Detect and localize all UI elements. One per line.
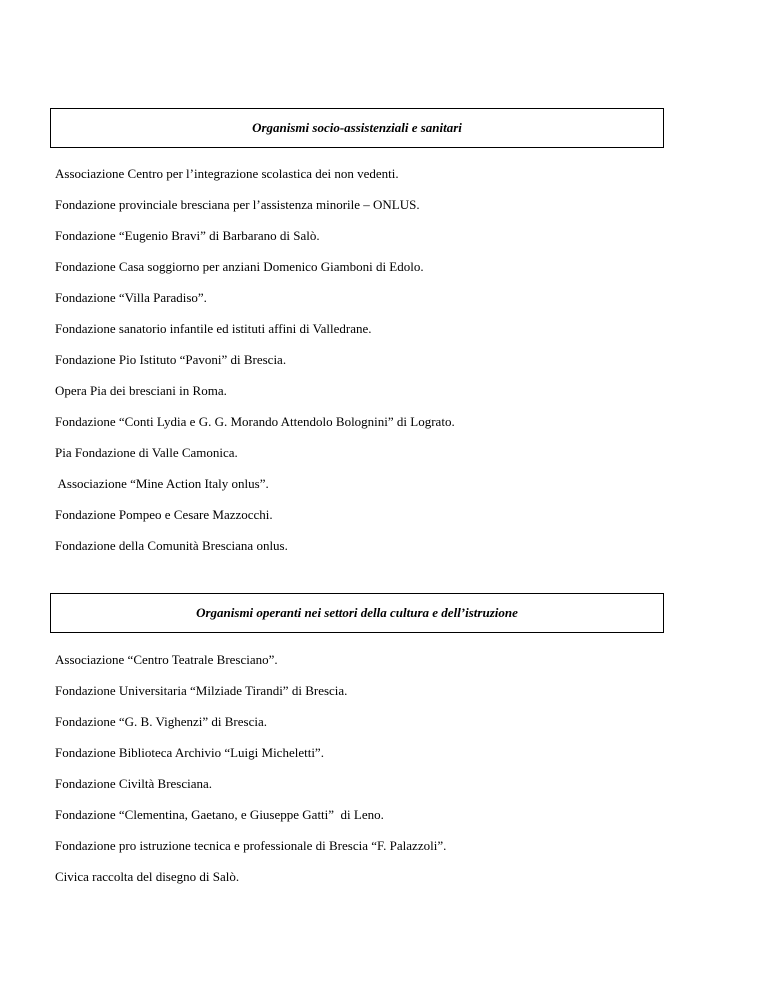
- list-item: Fondazione “G. B. Vighenzi” di Brescia.: [55, 714, 267, 729]
- section-heading: Organismi operanti nei settori della cultura e dell’istruzione: [196, 605, 518, 620]
- list-item: Associazione “Mine Action Italy onlus”.: [55, 476, 269, 491]
- list-item: Fondazione Casa soggiorno per anziani Domenico Giamboni di Edolo.: [55, 259, 424, 274]
- list-item: Fondazione sanatorio infantile ed istituti affini di Valledrane.: [55, 321, 372, 336]
- entry-list: [55, 166, 455, 569]
- list-item: Opera Pia dei bresciani in Roma.: [55, 383, 227, 398]
- list-item: Fondazione della Comunità Bresciana onlus.: [55, 538, 288, 553]
- section-heading-box: [50, 108, 664, 148]
- section-heading: Organismi socio-assistenziali e sanitari: [252, 120, 462, 135]
- list-item: Fondazione “Eugenio Bravi” di Barbarano di Salò.: [55, 228, 320, 243]
- list-item: Associazione Centro per l’integrazione scolastica dei non vedenti.: [55, 166, 399, 181]
- list-item: Fondazione “Clementina, Gaetano, e Giuseppe Gatti” di Leno.: [55, 807, 384, 822]
- list-item: Fondazione Biblioteca Archivio “Luigi Micheletti”.: [55, 745, 324, 760]
- list-item: Associazione “Centro Teatrale Bresciano”.: [55, 652, 278, 667]
- list-item: Fondazione pro istruzione tecnica e professionale di Brescia “F. Palazzoli”.: [55, 838, 447, 853]
- list-item: Civica raccolta del disegno di Salò.: [55, 869, 240, 884]
- list-item: Pia Fondazione di Valle Camonica.: [55, 445, 238, 460]
- list-item: Fondazione “Conti Lydia e G. G. Morando Attendolo Bolognini” di Lograto.: [55, 414, 455, 429]
- entry-list: [55, 652, 446, 900]
- section-heading-box: [50, 593, 664, 633]
- list-item: Fondazione Pio Istituto “Pavoni” di Brescia.: [55, 352, 287, 367]
- list-item: Fondazione “Villa Paradiso”.: [55, 290, 207, 305]
- list-item: Fondazione provinciale bresciana per l’assistenza minorile – ONLUS.: [55, 197, 420, 212]
- list-item: Fondazione Civiltà Bresciana.: [55, 776, 213, 791]
- list-item: Fondazione Pompeo e Cesare Mazzocchi.: [55, 507, 273, 522]
- list-item: Fondazione Universitaria “Milziade Tirandi” di Brescia.: [55, 683, 348, 698]
